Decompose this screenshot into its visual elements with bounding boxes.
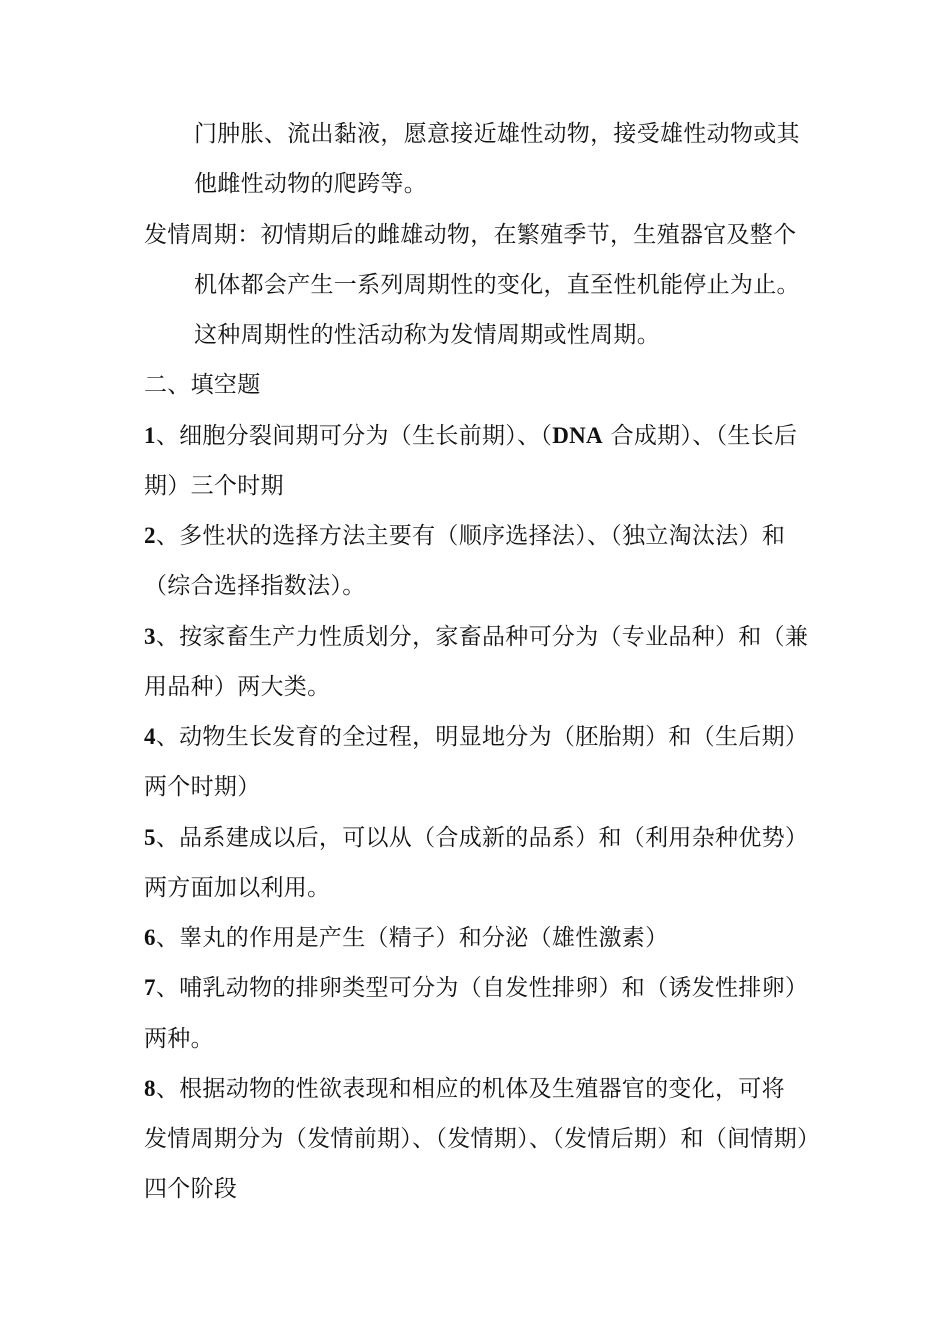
question-text: 、按家畜生产力性质划分，家畜品种可分为（专业品种）和（兼: [155, 624, 809, 650]
estrous-cycle-definition-line-3: 这种周期性的性活动称为发情周期或性周期。: [194, 322, 660, 348]
question-text: 、哺乳动物的排卵类型可分为（自发性排卵）和（诱发性排卵）: [155, 975, 809, 1001]
question-text: 、品系建成以后，可以从（合成新的品系）和（利用杂种优势）: [155, 825, 809, 851]
question-7-line-2: 两种。: [144, 1026, 214, 1052]
question-5-line-2: 两方面加以利用。: [144, 875, 331, 901]
question-text: 、动物生长发育的全过程，明显地分为（胚胎期）和（生后期）: [155, 724, 809, 750]
question-4-line-2: 两个时期）: [144, 774, 261, 800]
definition-continuation-line-1: 门肿胀、流出黏液，愿意接近雄性动物，接受雄性动物或其: [194, 121, 800, 147]
question-4-line-1: [144, 722, 808, 752]
question-7-line-1: [144, 973, 808, 1003]
question-1-line-2: 期）三个时期: [144, 473, 284, 499]
question-text: 、根据动物的性欲表现和相应的机体及生殖器官的变化，可将: [155, 1076, 785, 1102]
question-number: 5: [144, 825, 156, 850]
question-2-line-2: （综合选择指数法）。: [144, 573, 366, 599]
question-text: 、细胞分裂间期可分为（生长前期）、（: [155, 423, 553, 449]
question-text: 、多性状的选择方法主要有（顺序选择法）、（独立淘汰法）和: [155, 523, 786, 549]
question-text: 合成期）、（生长后: [602, 423, 798, 449]
question-6-line-1: [144, 923, 668, 953]
question-8-line-2: 发情周期分为（发情前期）、（发情期）、（发情后期）和（间情期）: [144, 1126, 821, 1152]
question-number: 4: [144, 724, 156, 749]
question-number: 3: [144, 624, 156, 649]
question-5-line-1: [144, 823, 808, 853]
estrous-cycle-definition-line-2: 机体都会产生一系列周期性的变化，直至性机能停止为止。: [194, 272, 800, 298]
question-3-line-1: [144, 622, 808, 652]
question-1-line-1: [144, 421, 797, 451]
dna-term: DNA: [552, 423, 603, 448]
question-number: 8: [144, 1076, 156, 1101]
definition-continuation-line-2: 他雌性动物的爬跨等。: [194, 171, 427, 197]
question-text: 、睾丸的作用是产生（精子）和分泌（雄性激素）: [155, 925, 669, 951]
question-8-line-3: 四个阶段: [144, 1176, 238, 1202]
question-number: 1: [144, 423, 156, 448]
question-number: 6: [144, 925, 156, 950]
estrous-cycle-definition-line-1: 发情周期：初情期后的雌雄动物，在繁殖季节，生殖器官及整个: [144, 222, 797, 248]
section-title: 二、填空题: [144, 372, 261, 398]
question-2-line-1: [144, 521, 785, 551]
question-3-line-2: 用品种）两大类。: [144, 674, 331, 700]
question-8-line-1: [144, 1074, 785, 1104]
question-number: 2: [144, 523, 156, 548]
question-number: 7: [144, 975, 156, 1000]
